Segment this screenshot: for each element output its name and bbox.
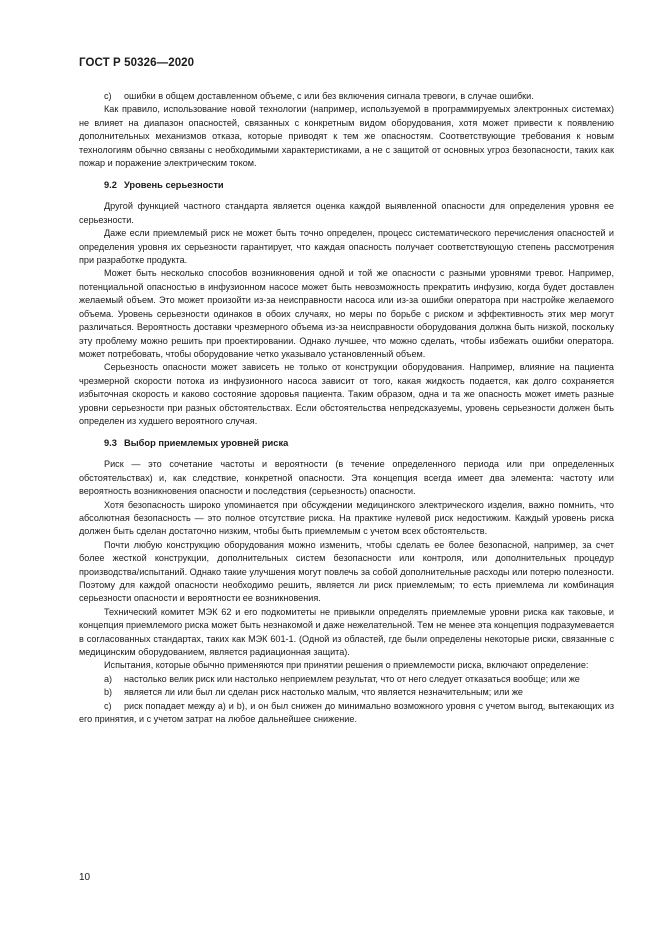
section-title: Уровень серьезности [124, 180, 224, 191]
paragraph: Серьезность опасности может зависеть не только от конструкции оборудования. Например, влияние на пациента чрезмерной скорости потока из инфузионного насоса зависит от того, какая жидкость подается, как долго сохраняется избыточная скорость и каково состояние здоровья пациента. Таким образом, одна и та же опасность может иметь разные уровни серьезности при разных обстоятельствах. Если обстоятельства непредсказуемы, уровень серьезности должен быть определен из худшего вероятного случая. [79, 362, 614, 426]
paragraph: Технический комитет МЭК 62 и его подкомитеты не привыкли определять приемлемые уровни риска как таковые, и концепция приемлемого риска может быть незнакомой и даже нежелательной. Тем не менее эта концепция подразумевается в согласованных стандартах, таких как МЭК 601-1. (Одной из областей, где были определены некоторые риски, связанные с медицинским оборудованием, является радиационная защита). [79, 606, 614, 658]
paragraph: Как правило, использование новой технологии (например, используемой в программируемых электронных системах) не влияет на диапазон опасностей, связанных с конкретным видом оборудования, хотя может привести к появлению дополнительных механизмов отказа, которые приводят к тем же опасностям. Соответствующие требования к новым технологиям обычно связаны с необходимыми характеристиками, а не с защитой от основных угроз безопасности, таких как пожар и поражение электрическим током. [79, 104, 614, 169]
paragraph: Может быть несколько способов возникновения одной и той же опасности с разными уровнями тревог. Например, потенциальной опасностью в инфузионном насосе может быть невозможность прекратить инфузию, когда будет доставлен желаемый объем. Это может произойти из-за неисправности насоса или из-за ошибки оператора при настройке желаемого объема. Уровень серьезности одинаков в обоих случаях, но меры по борьбе с риском и эффективность этих мер могут различаться. Вероятность доставки чрезмерного объема из-за неисправности оборудования должна быть низкой, поскольку эту проблему можно решить при проектировании. Однако лучшее, что можно сделать, чтобы избежать ошибки оператора. может потребовать, чтобы оборудование четко указывало установленный объем. [79, 268, 614, 359]
list-marker: b) [104, 687, 113, 698]
section-heading-9-3 [79, 437, 614, 450]
list-item [79, 700, 614, 727]
paragraph: Хотя безопасность широко упоминается при обсуждении медицинского электрического изделия, важно помнить, что абсолютная безопасность — это полное отсутствие риска. На практике нулевой риск недостижим. Каждый уровень риска должен быть сделан достаточно низким, чтобы быть приемлемым с учетом всех обстоятельств. [79, 499, 614, 537]
list-item-text: настолько велик риск или настолько неприемлем результат, что от него следует отказаться вообще; или же [124, 673, 580, 684]
paragraph: Риск — это сочетание частоты и вероятности (в течение определенного периода или при определенных обстоятельствах) и, как следствие, конкретной опасности. Эта концепция всегда имеет два элемента: частоту или вероятность возникновения опасности и последствия (серьезность) опасности. [79, 459, 614, 497]
paragraph: Даже если приемлемый риск не может быть точно определен, процесс систематического перечисления опасностей и определения уровня их серьезности гарантирует, что каждая опасность получает соответствующую степень рассмотрения при разработке продукта. [79, 228, 614, 266]
page-number: 10 [79, 872, 91, 883]
list-marker: а) [104, 673, 113, 684]
list-marker: с) [104, 91, 112, 101]
section-title: Выбор приемлемых уровней риска [124, 438, 289, 449]
section-heading-9-2 [79, 179, 614, 192]
paragraph: Испытания, которые обычно применяются при принятии решения о приемлемости риска, включают определение: [104, 660, 589, 671]
paragraph: Другой функцией частного стандарта является оценка каждой выявленной опасности для определения уровня ее серьезности. [79, 201, 614, 225]
section-number: 9.3 [104, 438, 117, 449]
list-marker: с) [104, 700, 112, 711]
list-item-text: риск попадает между а) и b), и он был снижен до минимально возможного уровня с учетом выгод, вытекающих из его принятия, и с учетом затрат на любое дальнейшее снижение. [79, 700, 614, 725]
section-number: 9.2 [104, 180, 117, 191]
list-item-text: является ли или был ли сделан риск настолько малым, что является незначительным; или же [124, 687, 523, 698]
list-item-text: ошибки в общем доставленном объеме, с или без включения сигнала тревоги, в случае ошибки. [124, 91, 534, 101]
list-item [79, 673, 614, 686]
page-body [79, 90, 614, 726]
paragraph: Почти любую конструкцию оборудования можно изменить, чтобы сделать ее более безопасной, например, за счет более жесткой конструкции, дополнительных систем безопасности или контроля, или дополнительных процедур производства/испытаний. Однако такие улучшения могут повлечь за собой дополнительные расходы или потерю полезности. Поэтому для каждой опасности необходимо решить, является ли риск приемлемым; то есть приемлема ли комбинация серьезности опасности и вероятности ее возникновения. [79, 539, 614, 604]
list-item [79, 686, 614, 699]
document-header: ГОСТ Р 50326—2020 [79, 57, 195, 69]
list-item [79, 90, 614, 103]
